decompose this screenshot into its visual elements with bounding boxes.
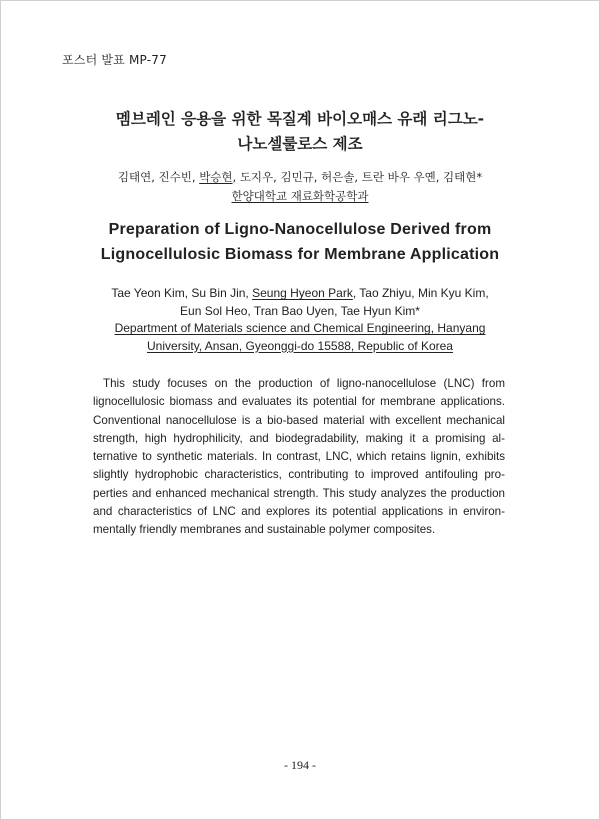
korean-title-line1: 멤브레인 응용을 위한 목질계 바이오매스 유래 리그노- xyxy=(115,110,485,128)
korean-affiliation-text: 한양대학교 재료화학공학과 xyxy=(231,189,369,203)
english-title xyxy=(0,217,600,267)
english-authors-before: Tae Yeon Kim, Su Bin Jin, xyxy=(111,286,253,300)
english-affiliation-line1 xyxy=(100,320,500,338)
session-label: 포스터 발표 MP-77 xyxy=(62,53,167,67)
abstract-paragraph: This study focuses on the production of ligno-nanocellulose (LNC) from lignocellulosic biomass and evaluates its potential for membrane applications. Conventional nanocellulose is a bio-based material with excellent mechanical strength, high hydrophilicity, and biodegradability, making it a promising alternative to synthetic materials. In contrast, LNC, which retains lignin, exhibits slightly hydrophobic characteristics, contributing to improved antifouling properties and enhanced mechanical strength. This study analyzes the production and characteristics of LNC and explores its potential applications in environmentally friendly membranes and sustainable polymer composites. xyxy=(93,377,505,537)
korean-presenter: 박승현 xyxy=(199,170,233,184)
english-title-line1: Preparation of Ligno-Nanocellulose Derived from xyxy=(108,221,492,238)
english-authors-block xyxy=(100,285,500,355)
english-affiliation-line2 xyxy=(100,338,500,356)
korean-authors-after: , 도지우, 김민규, 허은솔, 트란 바우 우옌, 김태현* xyxy=(232,170,483,184)
korean-authors xyxy=(0,168,600,187)
page-number: - 194 - xyxy=(284,758,316,772)
korean-affiliation xyxy=(0,187,600,206)
english-affiliation-text1: Department of Materials science and Chemical Engineering, Hanyang xyxy=(114,321,486,335)
english-title-line2: Lignocellulosic Biomass for Membrane Application xyxy=(100,246,500,263)
korean-authors-before: 김태연, 진수빈, xyxy=(117,170,200,184)
korean-title xyxy=(0,107,600,157)
english-authors-after: , Tao Zhiyu, Min Kyu Kim, Eun Sol Heo, Tran Bao Uyen, Tae Hyun Kim* xyxy=(180,286,489,318)
korean-title-line2: 나노셀룰로스 제조 xyxy=(237,135,363,153)
korean-authors-block xyxy=(0,168,600,206)
english-affiliation-text2: University, Ansan, Gyeonggi-do 15588, Republic of Korea xyxy=(147,338,453,353)
english-authors xyxy=(100,285,500,320)
english-presenter: Seung Hyeon Park xyxy=(252,286,353,300)
